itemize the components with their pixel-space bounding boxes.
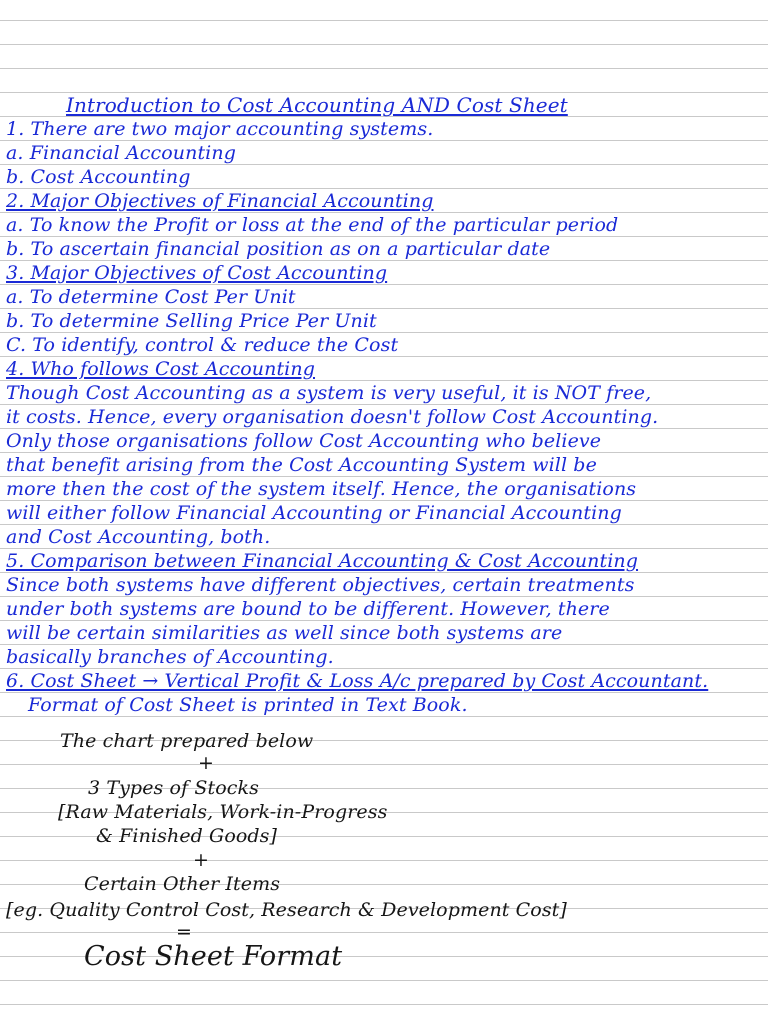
paragraph-5-line-4: basically branches of Accounting. bbox=[6, 646, 334, 668]
paragraph-5-line-1: Since both systems have different objectives, certain treatments bbox=[6, 574, 635, 596]
note-line-1b: b. Cost Accounting bbox=[6, 166, 191, 188]
paragraph-4-line-3: Only those organisations follow Cost Accounting who believe bbox=[6, 430, 602, 452]
paragraph-5-line-2: under both systems are bound to be different. However, there bbox=[6, 598, 610, 620]
note-line-3b: b. To determine Selling Price Per Unit bbox=[6, 310, 377, 332]
other-items-detail: [eg. Quality Control Cost, Research & Development Cost] bbox=[6, 899, 567, 921]
paragraph-4-line-1: Though Cost Accounting as a system is very useful, it is NOT free, bbox=[6, 382, 652, 404]
note-line-2b: b. To ascertain financial position as on a particular date bbox=[6, 238, 551, 260]
paragraph-5-line-3: will be certain similarities as well since both systems are bbox=[6, 622, 563, 644]
page-title: Introduction to Cost Accounting AND Cost Sheet bbox=[66, 93, 568, 117]
plus-sign: + bbox=[193, 849, 210, 871]
note-line-3c: C. To identify, control & reduce the Cost bbox=[6, 334, 399, 356]
chart-intro: The chart prepared below bbox=[60, 730, 314, 752]
note-line-1: 1. There are two major accounting systems. bbox=[6, 118, 434, 140]
stocks-detail-2: & Finished Goods] bbox=[96, 825, 278, 847]
cost-sheet-format-result: Cost Sheet Format bbox=[84, 941, 343, 972]
heading-cost-sheet: 6. Cost Sheet → Vertical Profit & Loss A/c prepared by Cost Accountant. bbox=[6, 670, 709, 692]
equals-sign: = bbox=[176, 921, 193, 943]
paragraph-4-line-5: more then the cost of the system itself. Hence, the organisations bbox=[6, 478, 637, 500]
note-line-2a: a. To know the Profit or loss at the end of the particular period bbox=[6, 214, 619, 236]
paragraph-4-line-7: and Cost Accounting, both. bbox=[6, 526, 271, 548]
paragraph-4-line-2: it costs. Hence, every organisation doesn't follow Cost Accounting. bbox=[6, 406, 659, 428]
stocks-detail-1: [Raw Materials, Work-in-Progress bbox=[58, 801, 388, 823]
paragraph-4-line-6: will either follow Financial Accounting or Financial Accounting bbox=[6, 502, 622, 524]
plus-sign: + bbox=[198, 752, 215, 774]
heading-comparison: 5. Comparison between Financial Accounting & Cost Accounting bbox=[6, 550, 639, 572]
heading-who-follows: 4. Who follows Cost Accounting bbox=[6, 358, 315, 380]
note-line-1a: a. Financial Accounting bbox=[6, 142, 236, 164]
heading-financial-objectives: 2. Major Objectives of Financial Accounting bbox=[6, 190, 434, 212]
other-items-label: Certain Other Items bbox=[84, 873, 281, 895]
note-line-3a: a. To determine Cost Per Unit bbox=[6, 286, 296, 308]
stocks-label: 3 Types of Stocks bbox=[88, 777, 259, 799]
paragraph-4-line-4: that benefit arising from the Cost Accounting System will be bbox=[6, 454, 597, 476]
heading-cost-objectives: 3. Major Objectives of Cost Accounting bbox=[6, 262, 388, 284]
cost-sheet-format-note: Format of Cost Sheet is printed in Text Book. bbox=[28, 694, 468, 716]
